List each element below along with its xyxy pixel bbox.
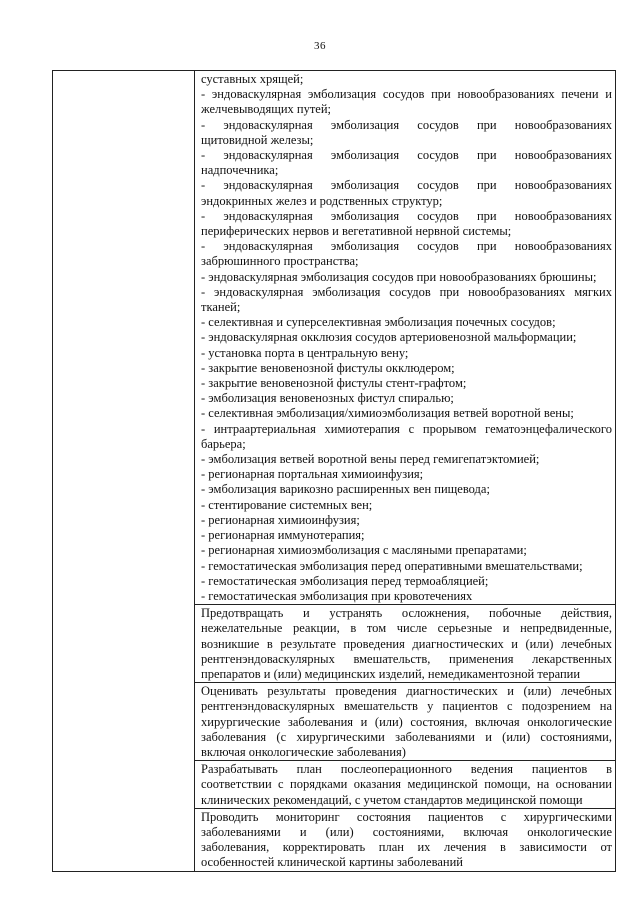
text-line: препаратов и (или) медицинских изделий, немедикаментозной терапии <box>201 666 581 681</box>
text-line: заболевания, корректировать план их лечения в зависимости от <box>201 840 612 855</box>
text-line: - закрытие веновенозной фистулы стент-графтом; <box>201 376 467 391</box>
text-line: - эндоваскулярная эмболизация сосудов при новообразованиях <box>201 178 612 193</box>
competencies-table <box>52 70 616 872</box>
text-line: нежелательные реакции, в том числе серьезные и непредвиденные, <box>201 621 612 636</box>
text-line: клинических рекомендаций, с учетом стандартов медицинской помощи <box>201 792 583 807</box>
text-line: надпочечника; <box>201 163 279 178</box>
text-line: - регионарная химиоэмболизация с масляными препаратами; <box>201 543 527 558</box>
text-line: - гемостатическая эмболизация перед термоабляцией; <box>201 573 489 588</box>
text-line: - регионарная портальная химиоинфузия; <box>201 467 424 482</box>
text-block <box>201 72 612 604</box>
text-line: - гемостатическая эмболизация перед оперативными вмешательствами; <box>201 558 583 573</box>
text-line: рентгенэндоваскулярных вмешательств у пациентов с подозрением на <box>201 699 612 714</box>
text-line: - стентирование системных вен; <box>201 497 373 512</box>
text-line: желчевыводящих путей; <box>201 102 332 117</box>
text-line: щитовидной железы; <box>201 132 314 147</box>
text-line: - гемостатическая эмболизация при кровотечениях <box>201 588 473 603</box>
text-line: - эндоваскулярная окклюзия сосудов артериовенозной мальформации; <box>201 330 577 345</box>
text-line: - установка порта в центральную вену; <box>201 345 409 360</box>
text-line: заболеваниями и (или) состояниями, включая онкологические <box>201 824 612 839</box>
text-line: - регионарная иммунотерапия; <box>201 528 365 543</box>
text-line: - регионарная химиоинфузия; <box>201 512 360 527</box>
text-line: хирургические заболевания и (или) состояния, включая онкологические <box>201 714 612 729</box>
text-line: Проводить мониторинг состояния пациентов с хирургическими <box>201 809 612 824</box>
text-line: - селективная эмболизация/химиоэмболизация ветвей воротной вены; <box>201 406 574 421</box>
text-line: - селективная и суперселективная эмболизация почечных сосудов; <box>201 315 556 330</box>
text-line: включая онкологические заболевания) <box>201 744 406 759</box>
text-line: - эндоваскулярная эмболизация сосудов при новообразованиях <box>201 208 612 223</box>
text-line: тканей; <box>201 300 241 315</box>
text-line: Оценивать результаты проведения диагностических и (или) лечебных <box>201 684 612 699</box>
text-line: Разрабатывать план послеоперационного ведения пациентов в <box>201 762 612 777</box>
text-block <box>195 604 615 682</box>
text-line: - эмболизация ветвей воротной вены перед гемигепатэктомией; <box>201 452 540 467</box>
text-line: - закрытие веновенозной фистулы окклюдером; <box>201 360 455 375</box>
table-row <box>53 71 616 872</box>
text-line: забрюшинного пространства; <box>201 254 359 269</box>
text-block <box>195 682 615 760</box>
text-block <box>195 808 615 871</box>
text-line: - эндоваскулярная эмболизация сосудов при новообразованиях <box>201 148 612 163</box>
text-line: - эмболизация варикозно расширенных вен пищевода; <box>201 482 490 497</box>
left-column-cell <box>53 71 195 872</box>
text-line: - эндоваскулярная эмболизация сосудов при новообразованиях брюшины; <box>201 269 597 284</box>
text-line: заболевания (с хирургическими заболеваниями и (или) состояниями, <box>201 729 612 744</box>
text-line: - эндоваскулярная эмболизация сосудов при новообразованиях <box>201 117 612 132</box>
text-line: барьера; <box>201 436 246 451</box>
text-line: - интраартериальная химиотерапия с прорывом гематоэнцефалического <box>201 421 612 436</box>
text-line: периферических нервов и вегетативной нервной системы; <box>201 224 512 239</box>
text-line: суставных хрящей; <box>201 72 304 86</box>
text-line: - эмболизация веновенозных фистул спиралью; <box>201 391 454 406</box>
text-line: Предотвращать и устранять осложнения, побочные действия, <box>201 606 612 621</box>
text-line: особенностей клинической картины заболеваний <box>201 855 463 870</box>
text-block <box>195 760 615 808</box>
text-line: - эндоваскулярная эмболизация сосудов при новообразованиях <box>201 239 612 254</box>
page-number: 36 <box>314 40 326 52</box>
text-line: возникшие в результате проведения диагностических и (или) лечебных <box>201 636 612 651</box>
text-line: - эндоваскулярная эмболизация сосудов при новообразованиях мягких <box>201 284 612 299</box>
right-column-cell <box>195 71 616 872</box>
text-line: соответствии с порядками оказания медицинской помощи, на основании <box>201 777 612 792</box>
text-line: - эндоваскулярная эмболизация сосудов при новообразованиях печени и <box>201 87 612 102</box>
text-line: эндокринных желез и родственных структур; <box>201 193 443 208</box>
text-line: рентгенэндоваскулярных вмешательств, применения лекарственных <box>201 651 612 666</box>
